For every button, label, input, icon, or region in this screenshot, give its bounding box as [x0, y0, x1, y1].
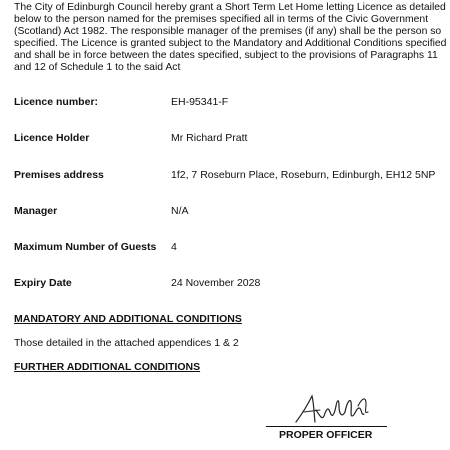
intro-line: (Scotland) Act 1982. The responsible manager of the premises (if any) shall be the person so [14, 25, 442, 37]
mandatory-conditions-heading: MANDATORY AND ADDITIONAL CONDITIONS [14, 313, 242, 325]
intro-line: specified. The Licence is granted subject to the Mandatory and Additional Conditions specified [14, 37, 447, 49]
licence-holder-label: Licence Holder [14, 132, 90, 144]
signature-line [266, 426, 387, 427]
licence-number-value: EH-95341-F [171, 96, 229, 108]
mandatory-conditions-text: Those detailed in the attached appendices 1 & 2 [14, 337, 239, 349]
premises-address-label: Premises address [14, 169, 104, 181]
signature-image [292, 392, 372, 426]
intro-line: and 12 of Schedule 1 to the said Act [14, 61, 181, 73]
intro-line: and shall be in force between the dates specified, subject to the provisions of Paragraphs 11 [14, 49, 438, 61]
manager-label: Manager [14, 205, 58, 217]
further-conditions-heading: FURTHER ADDITIONAL CONDITIONS [14, 361, 201, 373]
expiry-date-label: Expiry Date [14, 277, 72, 289]
premises-address-value: 1f2, 7 Roseburn Place, Roseburn, Edinburgh, EH12 5NP [171, 169, 436, 181]
max-guests-label: Maximum Number of Guests [14, 241, 157, 253]
intro-paragraph [14, 2, 450, 73]
proper-officer-label: PROPER OFFICER [279, 429, 373, 441]
manager-value: N/A [171, 205, 189, 217]
intro-line: The City of Edinburgh Council hereby grant a Short Term Let Home letting Licence as detailed [14, 2, 446, 13]
licence-number-label: Licence number: [14, 96, 99, 108]
intro-line: below to the person named for the premises specified all in terms of the Civic Government [14, 13, 429, 25]
licence-holder-value: Mr Richard Pratt [171, 132, 248, 144]
expiry-date-value: 24 November 2028 [171, 277, 261, 289]
max-guests-value: 4 [171, 241, 177, 253]
